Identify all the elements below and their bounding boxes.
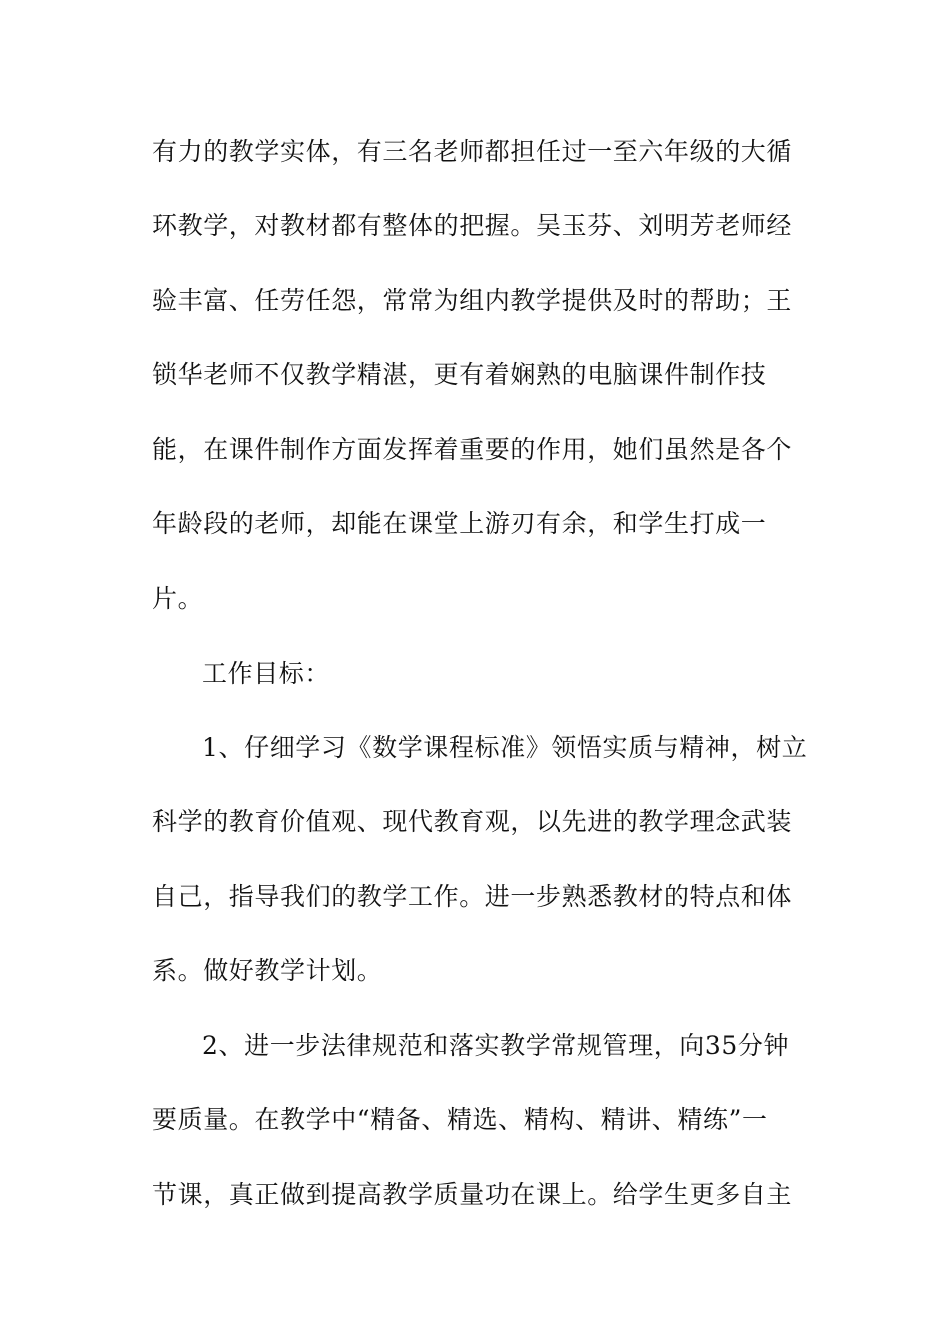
item-1-line-4: 系。做好教学计划。 (152, 956, 383, 985)
item-1-line-3: 自己，指导我们的教学工作。进一步熟悉教材的特点和体 (152, 882, 793, 911)
section-heading: 工作目标： (202, 659, 331, 688)
paragraph-1-line-4: 锁华老师不仅教学精湛，更有着娴熟的电脑课件制作技 (152, 360, 767, 389)
item-1-line-2: 科学的教育价值观、现代教育观，以先进的教学理念武装 (152, 807, 793, 836)
paragraph-1-line-3: 验丰富、任劳任怨，常常为组内教学提供及时的帮助；王 (152, 286, 793, 315)
item-1-line-1: 1、仔细学习《数学课程标准》领悟实质与精神，树立 (202, 733, 808, 762)
paragraph-1-line-6: 年龄段的老师，却能在课堂上游刃有余，和学生打成一 (152, 509, 767, 538)
item-2-line-1: 2、进一步法律规范和落实教学常规管理，向35分钟 (202, 1031, 790, 1060)
item-2-line-3: 节课，真正做到提高教学质量功在课上。给学生更多自主 (152, 1180, 793, 1209)
paragraph-1-line-2: 环教学，对教材都有整体的把握。吴玉芬、刘明芳老师经 (152, 211, 793, 240)
paragraph-1-line-5: 能，在课件制作方面发挥着重要的作用，她们虽然是各个 (152, 435, 793, 464)
item-2-line-2: 要质量。在教学中“精备、精选、精构、精讲、精练”一 (152, 1105, 768, 1134)
paragraph-1-line-1: 有力的教学实体，有三名老师都担任过一至六年级的大循 (152, 137, 793, 166)
paragraph-1-line-7: 片。 (152, 584, 204, 613)
